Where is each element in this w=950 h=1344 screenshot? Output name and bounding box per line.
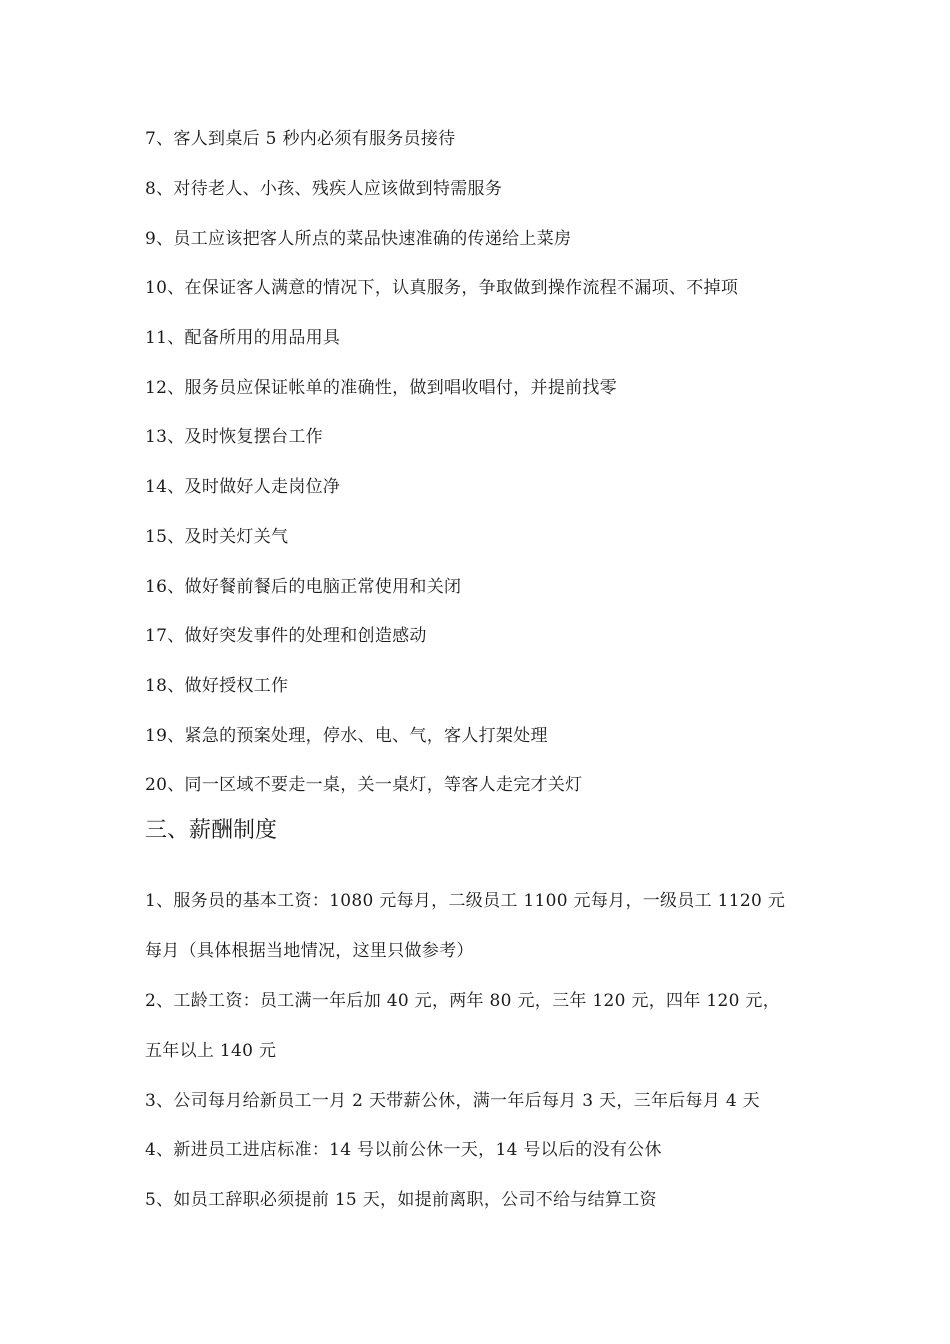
list-item: 9、员工应该把客人所点的菜品快速准确的传递给上菜房 <box>145 229 572 249</box>
list-item: 18、做好授权工作 <box>145 676 289 696</box>
list-item: 11、配备所用的用品用具 <box>145 328 341 348</box>
list-item: 16、做好餐前餐后的电脑正常使用和关闭 <box>145 577 462 597</box>
paragraph-line: 1、服务员的基本工资：1080 元每月，二级员工 1100 元每月，一级员工 1120 元 <box>145 891 786 911</box>
list-item: 10、在保证客人满意的情况下，认真服务，争取做到操作流程不漏项、不掉项 <box>145 278 739 298</box>
list-item: 15、及时关灯关气 <box>145 527 289 547</box>
paragraph-line: 每月（具体根据当地情况，这里只做参考） <box>145 941 474 961</box>
list-item: 8、对待老人、小孩、残疾人应该做到特需服务 <box>145 179 503 199</box>
paragraph-line: 5、如员工辞职必须提前 15 天，如提前离职，公司不给与结算工资 <box>145 1190 657 1210</box>
list-item: 20、同一区域不要走一桌，关一桌灯，等客人走完才关灯 <box>145 775 583 795</box>
list-item: 14、及时做好人走岗位净 <box>145 477 341 497</box>
paragraph-line: 五年以上 140 元 <box>145 1041 277 1061</box>
section-heading: 三、薪酬制度 <box>145 818 278 843</box>
list-item: 19、紧急的预案处理，停水、电、气，客人打架处理 <box>145 726 548 746</box>
paragraph-line: 3、公司每月给新员工一月 2 天带薪公休，满一年后每月 3 天，三年后每月 4 天 <box>145 1091 760 1111</box>
list-item: 17、做好突发事件的处理和创造感动 <box>145 626 427 646</box>
list-item: 13、及时恢复摆台工作 <box>145 427 323 447</box>
paragraph-line: 4、新进员工进店标准：14 号以前公休一天，14 号以后的没有公休 <box>145 1140 662 1160</box>
paragraph-line: 2、工龄工资：员工满一年后加 40 元，两年 80 元，三年 120 元，四年 120 元， <box>145 991 781 1011</box>
list-item: 7、客人到桌后 5 秒内必须有服务员接待 <box>145 129 456 149</box>
list-item: 12、服务员应保证帐单的准确性，做到唱收唱付，并提前找零 <box>145 378 618 398</box>
